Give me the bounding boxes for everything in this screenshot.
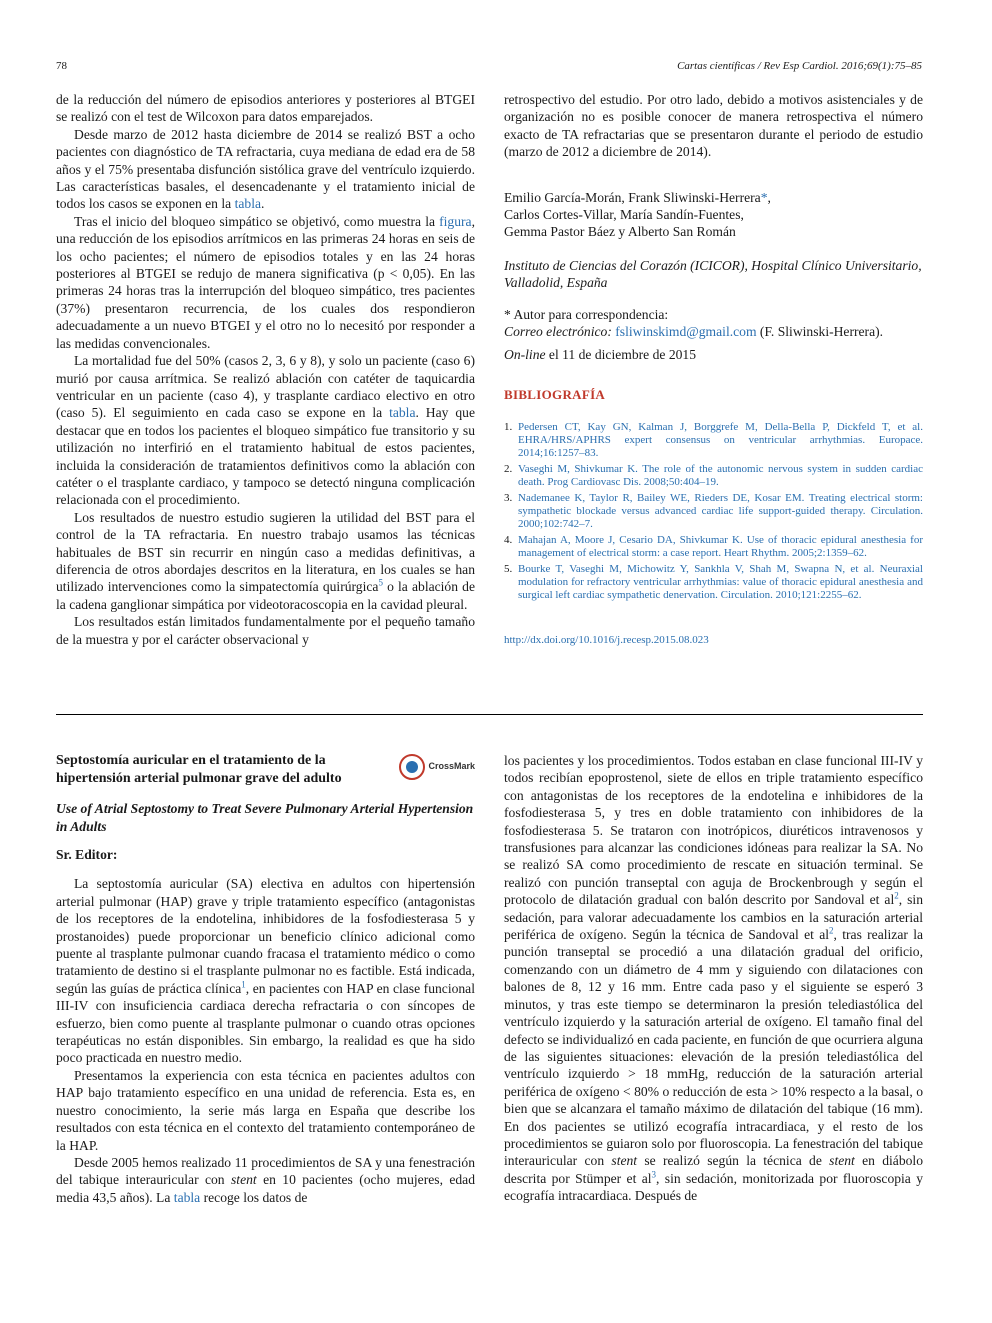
table-link[interactable]: tabla bbox=[173, 1189, 201, 1205]
paragraph: de la reducción del número de episodios anteriores y posteriores al BTGEI se realizó con el test de Wilcoxon para datos emparejados. bbox=[56, 92, 475, 125]
letter2-column-right bbox=[504, 752, 923, 1205]
reference-link[interactable]: 2 bbox=[894, 890, 899, 901]
paragraph: retrospectivo del estudio. Por otro lado, debido a motivos asistenciales y de organización no es posible conocer de manera retrospectiva el número exacto de TA refractarias que se presentaron durante el periodo de estudio (marzo de 2012 a diciembre de 2014). bbox=[504, 92, 923, 160]
letter1-column-left bbox=[56, 91, 475, 648]
table-link[interactable]: tabla bbox=[389, 405, 416, 421]
reference-link[interactable]: 1 bbox=[241, 979, 246, 990]
reference-item: 3. Nademanee K, Taylor R, Bailey WE, Rieders DE, Kosar EM. Treating electrical storm: sympathetic blockade versus advanced cardiac life support-guided therapy. Circulation. 2000;102:742–7. bbox=[504, 492, 923, 531]
english-title: Use of Atrial Septostomy to Treat Severe Pulmonary Arterial Hypertension in Adults bbox=[56, 801, 474, 834]
email-link[interactable]: fsliwinskimd@gmail.com bbox=[615, 324, 757, 340]
figure-link[interactable]: figura bbox=[439, 213, 472, 229]
article-title: Septostomía auricular en el tratamiento de la hipertensión arterial pulmonar grave del adulto bbox=[56, 753, 342, 786]
affiliation: Instituto de Ciencias del Corazón (ICICOR), Hospital Clínico Universitario, Valladolid, España bbox=[504, 257, 922, 291]
running-head: Cartas científicas / Rev Esp Cardiol. 2016;69(1):75–85 bbox=[677, 60, 922, 72]
table-link[interactable]: tabla bbox=[234, 196, 262, 212]
salutation: Sr. Editor: bbox=[56, 847, 118, 862]
reference-item: 2. Vaseghi M, Shivkumar K. The role of the autonomic nervous system in sudden cardiac death. Prog Cardiovasc Dis. 2008;50:404–19. bbox=[504, 463, 923, 489]
author-list: Emilio García-Morán, Frank Sliwinski-Herrera*, Carlos Cortes-Villar, María Sandín-Fuentes, Gemma Pastor Báez y Alberto San Román bbox=[504, 189, 771, 240]
paragraph: La mortalidad fue del 50% (casos 2, 3, 6 y 8), y solo un paciente (caso 6) murió por causa arrítmica. Se realizó ablación con catéter de taquicardia ventricular en un paciente (caso 4), y trasplante cardiaco electivo en otro (caso 5). El seguimiento en cada caso se expone en la tabla. Hay que destacar que en todos los pacientes el bloqueo simpático fue transitorio y su utilización no interfirió en el tratamiento habitual de estos pacientes, incluida la consideración de tratamientos definitivos como la ablación con catéter o el trasplante cardiaco, y tampoco se detectó ninguna complicación relacionada con el procedimiento. bbox=[56, 353, 475, 508]
paragraph: Tras el inicio del bloqueo simpático se objetivó, como muestra la figura, una reducción de los episodios arrítmicos en las primeras 24 horas en seis de los ocho pacientes; el número de episodios totales y en las 24 horas posteriores al BTGEI se redujo de manera significativa (p < 0,05). En las primeras 24 horas tras la interrupción del bloqueo simpático, tres pacientes (37%) presentaron recurrencia, de los cuales dos respondieron adecuadamente a un nuevo BTGEI y el otro no lo necesitó por responder a las medidas convencionales. bbox=[56, 213, 475, 351]
reference-link[interactable]: 5 bbox=[378, 577, 383, 588]
paragraph: La septostomía auricular (SA) electiva en adultos con hipertensión arterial pulmonar (HAP) grave y triple tratamiento específico (antagonistas de los receptores de la endotelina, inhibidores de la fosfodiesterasa 5 y prostanoides) puede proporcionar un beneficio clínico adicional como puente al trasplante pulmonar cuando fracasa el tratamiento médico o como tratamiento de destino si el trasplante pulmonar no es factible. Está indicada, según las guías de práctica clínica$^1$, en pacientes con HAP en clase funcional III-IV con insuficiencia cardiaca derecha refractaria o con síncopes de esfuerzo, bien como puente al trasplante pulmonar o cuando otras opciones terapéuticas no están disponibles. Sin embargo, la realidad es que ha sido poco practicada en nuestro medio. bbox=[56, 876, 475, 1066]
corresponding-author-marker[interactable]: * bbox=[760, 189, 768, 205]
reference-link[interactable]: Nademanee K, Taylor R, Bailey WE, Rieders DE, Kosar EM. Treating electrical storm: sympathetic blockade versus advanced cardiac life support-guided therapy. Circulation. 2000;102:742–7. bbox=[518, 492, 923, 531]
crossmark-badge[interactable]: CrossMark bbox=[399, 754, 475, 780]
reference-link[interactable]: Mahajan A, Moore J, Cesario DA, Shivkumar K. Use of thoracic epidural anesthesia for management of electrical storm: a case report. Heart Rhythm. 2005;2:1359–62. bbox=[518, 534, 923, 560]
paragraph: Desde 2005 hemos realizado 11 procedimientos de SA y una fenestración del tabique interauricular con stent en 10 pacientes (ocho mujeres, edad media 43,5 años). La tabla recoge los datos de bbox=[56, 1154, 476, 1205]
reference-item: 1. Pedersen CT, Kay GN, Kalman J, Borggrefe M, Della-Bella P, Dickfeld T, et al. EHRA/HRS/APHRS expert consensus on ventricular arrhythmias. Europace. 2014;16:1257–83. bbox=[504, 421, 923, 460]
bibliography-heading: BIBLIOGRAFÍA bbox=[504, 386, 606, 402]
reference-link[interactable]: 2 bbox=[829, 925, 834, 936]
paragraph: Los resultados están limitados fundamentalmente por el pequeño tamaño de la muestra y por el carácter observacional y bbox=[56, 614, 475, 647]
section-divider bbox=[56, 714, 923, 715]
reference-list bbox=[504, 421, 923, 602]
paragraph: Los resultados de nuestro estudio sugieren la utilidad del BST para el control de la TA refractaria. En nuestro trabajo usamos las técnicas habituales de BST sin recurrir en ningún caso a medidas definitivas, a diferencia de otros abordajes descritos en la literatura, en los cuales se han utilizado intervenciones como la simpatectomía quirúrgica$^5$ o la ablación de la cadena ganglionar simpática por videotoracoscopia en la cavidad pleural. bbox=[56, 509, 476, 612]
reference-link[interactable]: 3 bbox=[651, 1169, 657, 1180]
online-date: On-line el 11 de diciembre de 2015 bbox=[504, 347, 697, 363]
reference-item: 4. Mahajan A, Moore J, Cesario DA, Shivkumar K. Use of thoracic epidural anesthesia for management of electrical storm: a case report. Heart Rhythm. 2005;2:1359–62. bbox=[504, 534, 923, 560]
page-number: 78 bbox=[56, 60, 67, 72]
paragraph: Presentamos la experiencia con esta técnica en pacientes adultos con HAP bajo tratamiento específico en una unidad de referencia. Esta es, en nuestro conocimiento, la serie más larga en España que describe los resultados con esta técnica en el contexto del tratamiento contemporáneo de la HAP. bbox=[56, 1067, 475, 1153]
correspondence: * Autor para correspondencia: Correo electrónico: fsliwinskimd@gmail.com (F. Sliwinski-Herrera). bbox=[504, 306, 884, 340]
doi-link[interactable]: http://dx.doi.org/10.1016/j.recesp.2015.08.023 bbox=[504, 634, 709, 647]
reference-item: 5. Bourke T, Vaseghi M, Michowitz Y, Sankhla V, Shah M, Swapna N, et al. Neuraxial modulation for refractory ventricular arrhythmias: value of thoracic epidural anesthesia and surgical left cardiac sympathetic denervation. Circulation. 2010;121:2255–62. bbox=[504, 563, 923, 602]
paragraph: los pacientes y los procedimientos. Todos estaban en clase funcional III-IV y todos recibían epoprostenol, siete de ellos en triple tratamiento específico con antagonistas de los receptores de la endotelina e inhibidores de la fosfodiesterasa 5, y tres en doble tratamiento con inhibidores de la fosfodiesterasa 5. Se trataron con inotrópicos, diuréticos intravenosos y transfusiones para alcanzar las condiciones idóneas para realizar la SA. No se realizó SA como procedimiento de rescate en situación terminal. Se realizó con punción transeptal con aguja de Brockenbrough y según el protocolo de dilatación gradual con balón descrito por Sandoval et $al^2$, sin sedación, para valorar adecuadamente los cambios en la saturación arterial periférica de oxígeno. Según la técnica de Sandoval et $al^2$, tras realizar la punción transeptal se procedió a una dilatación gradual del orificio, comenzando con un diámetro de 4 mm y siguiendo con dilataciones con balones de 8, 12 y 16 mm. Entre cada paso y el siguiente se esperó 3 minutos, y tras este tiempo se determinaron la presión telediastólica del ventrículo izquierdo y la saturación arterial de oxígeno. El tamaño final del defecto se individualizó en cada paciente, en función de que ocurriera alguna de las siguientes situaciones: elevación de la presión telediastólica del ventrículo izquierdo > 18 mmHg, reducción de la saturación arterial periférica de oxígeno < 80% o reducción de esta > 10% respecto a la basal, o bien que se alcanzara el tamaño máximo de dilatación del tabique (16 mm). En dos pacientes se utilizó ecografía intracardiaca, y el resto de los procedimientos se guiaron solo por fluoroscopia. La fenestración del tabique interauricular con stent se realizó según la técnica de stent en diábolo descrita por Stümper et $al^3$, sin sedación, monitorizada por fluoroscopia y ecografía intracardiaca. Después de bbox=[504, 753, 924, 1204]
crossmark-icon bbox=[399, 754, 425, 780]
letter2-column-left bbox=[56, 752, 475, 1206]
reference-link[interactable]: Pedersen CT, Kay GN, Kalman J, Borggrefe M, Della-Bella P, Dickfeld T, et al. EHRA/HRS/APHRS expert consensus on ventricular arrhythmias. Europace. 2014;16:1257–83. bbox=[518, 421, 923, 460]
paragraph: Desde marzo de 2012 hasta diciembre de 2014 se realizó BST a ocho pacientes con diagnóstico de TA refractaria, cuya mediana de edad era de 58 años y el 75% presentaba disfunción sistólica grave del ventrículo izquierdo. Las características basales, el desencadenante y el tratamiento inicial de todos los casos se exponen en la tabla. bbox=[56, 126, 475, 212]
reference-link[interactable]: Vaseghi M, Shivkumar K. The role of the autonomic nervous system in sudden cardiac death. Prog Cardiovasc Dis. 2008;50:404–19. bbox=[518, 463, 923, 489]
letter1-column-right bbox=[504, 91, 923, 650]
reference-link[interactable]: Bourke T, Vaseghi M, Michowitz Y, Sankhla V, Shah M, Swapna N, et al. Neuraxial modulation for refractory ventricular arrhythmias: value of thoracic epidural anesthesia and surgical left cardiac sympathetic denervation. Circulation. 2010;121:2255–62. bbox=[518, 563, 923, 602]
